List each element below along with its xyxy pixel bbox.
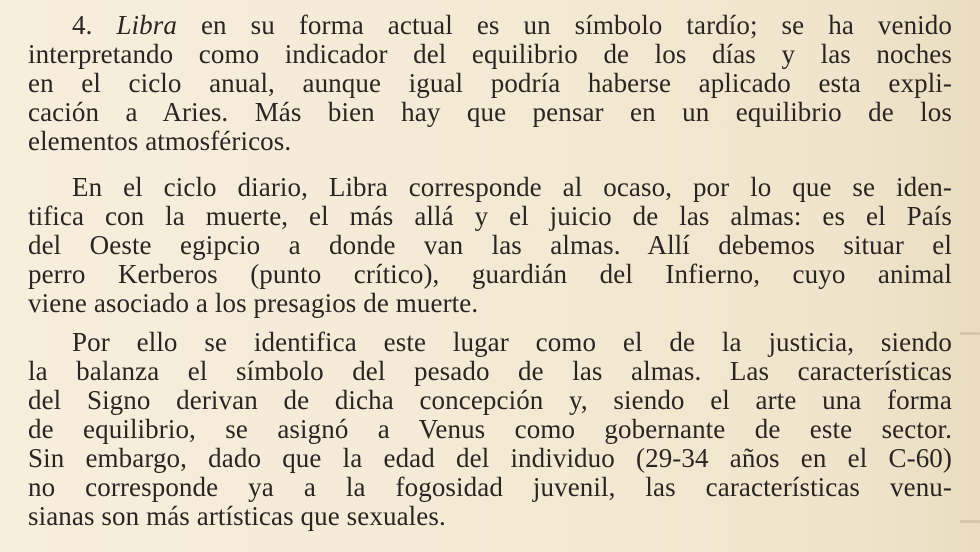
paragraph-1-line-2: interpretando como indicador del equilibrio de los días y las noches	[28, 39, 952, 69]
paragraph-3-line-4: de equilibrio, se asignó a Venus como gobernante de este sector.	[28, 414, 952, 444]
paragraph-3-line-1: Por ello se identifica este lugar como el de la justicia, siendo	[72, 327, 952, 357]
bleed-through-mark	[960, 332, 980, 335]
paragraph-3-line-3: del Signo derivan de dicha concepción y, siendo el arte una forma	[28, 385, 952, 415]
paragraph-3-line-5: Sin embargo, dado que la edad del individuo (29-34 años en el C-60)	[28, 443, 952, 473]
paragraph-3-line-2: la balanza el símbolo del pesado de las almas. Las características	[28, 356, 952, 386]
paragraph-3-line-6: no corresponde ya a la fogosidad juvenil, las características venu-	[28, 472, 952, 502]
bleed-through-mark	[960, 520, 980, 523]
paragraph-1-line-5: elementos atmosféricos.	[28, 126, 292, 156]
paragraph-2-line-2: tifica con la muerte, el más allá y el juicio de las almas: es el País	[28, 201, 952, 231]
line-text: en su forma actual es un símbolo tardío; se ha venido	[176, 10, 952, 40]
paragraph-1-line-3: en el ciclo anual, aunque igual podría haberse aplicado esta expli-	[28, 68, 952, 98]
paragraph-3-line-7: sianas son más artísticas que sexuales.	[28, 501, 446, 531]
paragraph-2-line-1: En el ciclo diario, Libra corresponde al ocaso, por lo que se iden-	[72, 172, 952, 202]
paragraph-1-line-1	[28, 10, 952, 40]
item-number: 4.	[72, 10, 117, 40]
paragraph-2-line-5: viene asociado a los presagios de muerte.	[28, 288, 479, 318]
paragraph-2-line-3: del Oeste egipcio a donde van las almas. Allí debemos situar el	[28, 230, 952, 260]
paragraph-2-line-4: perro Kerberos (punto crítico), guardián del Infierno, cuyo animal	[28, 259, 952, 289]
paragraph-1-line-4: cación a Aries. Más bien hay que pensar en un equilibrio de los	[28, 97, 952, 127]
libra-term: Libra	[116, 10, 177, 40]
